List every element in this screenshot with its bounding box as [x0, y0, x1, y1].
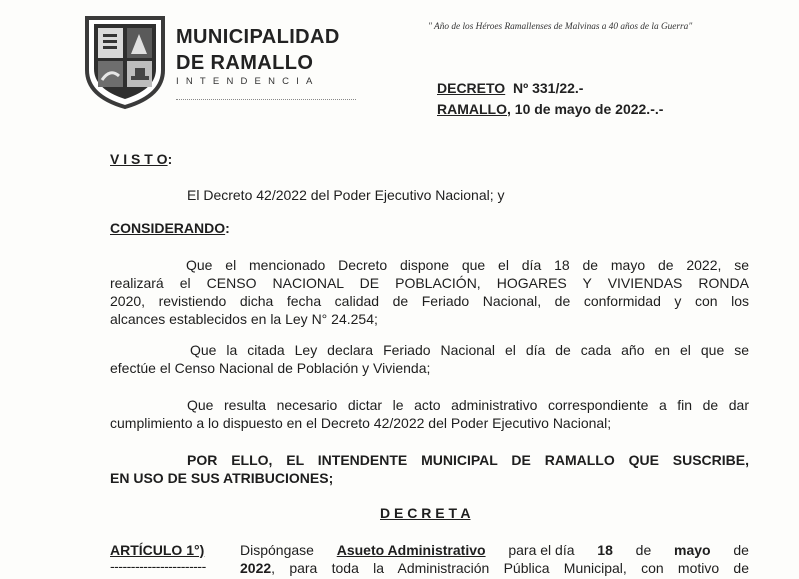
header-divider — [176, 99, 356, 100]
considerando-heading: CONSIDERANDO: — [110, 220, 230, 236]
articulo1-text-5: de — [635, 542, 652, 558]
considerando-para3-line2: cumplimiento a lo dispuesto en el Decreto 42/2022 del Poder Ejecutivo Nacional; — [110, 415, 612, 431]
articulo1-text-9: , para toda la Administración Pública Municipal, con motivo de — [271, 560, 749, 576]
considerando-para3-line1: Que resulta necesario dictar le acto administrativo correspondiente a fin de dar — [187, 397, 749, 413]
articulo1-year: 2022 — [240, 560, 272, 576]
por-ello-line2: EN USO DE SUS ATRIBUCIONES; — [110, 470, 334, 486]
articulo1-month: mayo — [674, 542, 711, 558]
municipality-name — [176, 24, 340, 76]
asueto-administrativo: Asueto Administrativo — [336, 542, 486, 558]
articulo1-line2 — [240, 559, 749, 577]
decree-place: RAMALLO — [437, 101, 507, 117]
articulo1-label: ARTÍCULO 1°) — [110, 542, 205, 558]
decree-number — [437, 80, 583, 96]
decreta-heading: D E C R E T A — [380, 505, 471, 521]
articulo1-text-7: de — [733, 542, 749, 558]
considerando-para1-line3: 2020, revistiendo dicha fecha calidad de Feriado Nacional, de conformidad y con los — [110, 293, 749, 309]
commemorative-motto: " Año de los Héroes Ramallenses de Malvinas a 40 años de la Guerra" — [428, 22, 693, 32]
municipality-name-line2: DE RAMALLO — [176, 52, 314, 74]
intendencia-label: INTENDENCIA — [176, 76, 320, 87]
por-ello-line1: POR ELLO, EL INTENDENTE MUNICIPAL DE RAMALLO QUE SUSCRIBE, — [187, 452, 749, 468]
articulo1-text-3: para el día — [508, 542, 575, 558]
considerando-para1-line2: realizará el CENSO NACIONAL DE POBLACIÓN, HOGARES Y VIVIENDAS RONDA — [110, 275, 749, 291]
considerando-para2-line1: Que la citada Ley declara Feriado Nacional el día de cada año en el que se — [190, 342, 749, 358]
articulo1-text-1: Dispóngase — [240, 542, 314, 558]
articulo1-day: 18 — [597, 542, 613, 558]
considerando-para1-line1: Que el mencionado Decreto dispone que el día 18 de mayo de 2022, se — [186, 257, 749, 273]
decree-number-value: Nº 331/22.- — [512, 80, 584, 96]
articulo1-line1 — [240, 541, 749, 559]
municipality-name-line1: MUNICIPALIDAD — [176, 26, 340, 48]
municipal-shield-logo — [83, 14, 167, 110]
decree-date: , 10 de mayo de 2022.-.- — [507, 101, 664, 117]
articulo1-dashes: ----------------------- — [110, 558, 206, 574]
visto-text: El Decreto 42/2022 del Poder Ejecutivo Nacional; y — [187, 187, 505, 203]
considerando-para2-line2: efectúe el Censo Nacional de Población y Vivienda; — [110, 360, 431, 376]
considerando-para1-line4: alcances establecidos en la Ley N° 24.254; — [110, 311, 378, 327]
visto-heading: V I S T O: — [110, 151, 173, 167]
decree-label: DECRETO — [437, 80, 506, 96]
decree-place-date — [437, 101, 663, 117]
